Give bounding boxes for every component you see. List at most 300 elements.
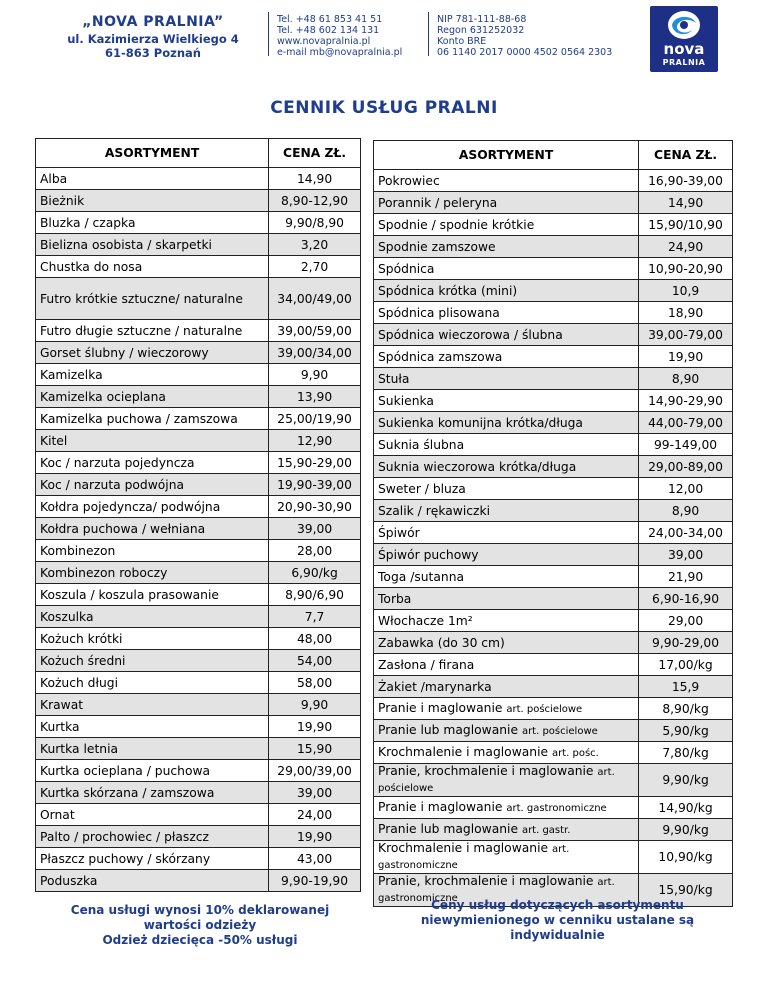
item-name: Sweter / bluza bbox=[378, 481, 466, 496]
table-row bbox=[374, 456, 733, 478]
price-cell: 9,90/kg bbox=[639, 819, 733, 841]
price-cell: 15,90/10,90 bbox=[639, 214, 733, 236]
item-cell bbox=[36, 804, 269, 826]
table-row bbox=[374, 654, 733, 676]
item-cell bbox=[36, 562, 269, 584]
table-row bbox=[36, 562, 361, 584]
price-cell: 8,90/kg bbox=[639, 698, 733, 720]
table-row bbox=[36, 320, 361, 342]
item-cell bbox=[36, 278, 269, 320]
item-name: Kożuch długi bbox=[40, 675, 119, 690]
contact-phone-2: Tel. +48 602 134 131 bbox=[277, 25, 380, 36]
item-name: Spódnica bbox=[378, 261, 435, 276]
item-name: Alba bbox=[40, 171, 68, 186]
table-row bbox=[36, 628, 361, 650]
table-row bbox=[36, 606, 361, 628]
item-cell bbox=[374, 742, 639, 764]
table-row bbox=[36, 168, 361, 190]
item-name: Toga /sutanna bbox=[378, 569, 465, 584]
price-table-left bbox=[35, 138, 361, 892]
table-row bbox=[374, 797, 733, 819]
item-cell bbox=[374, 324, 639, 346]
item-cell bbox=[374, 478, 639, 500]
item-cell bbox=[36, 212, 269, 234]
table-row bbox=[36, 212, 361, 234]
table-row bbox=[36, 804, 361, 826]
item-name: Gorset ślubny / wieczorowy bbox=[40, 345, 209, 360]
item-cell bbox=[36, 474, 269, 496]
table-row bbox=[374, 390, 733, 412]
item-name: Płaszcz puchowy / skórzany bbox=[40, 851, 211, 866]
note-line: niewymienionego w cenniku ustalane są bbox=[420, 913, 695, 927]
price-cell: 15,90 bbox=[269, 738, 361, 760]
table-row bbox=[374, 632, 733, 654]
item-cell bbox=[36, 540, 269, 562]
table-row bbox=[36, 848, 361, 870]
price-cell: 9,90 bbox=[269, 694, 361, 716]
table-row bbox=[374, 324, 733, 346]
table-row bbox=[36, 760, 361, 782]
price-cell: 19,90 bbox=[269, 716, 361, 738]
item-cell bbox=[36, 518, 269, 540]
item-note: art. gastronomiczne bbox=[378, 844, 570, 871]
item-cell bbox=[36, 606, 269, 628]
price-cell: 15,90/kg bbox=[639, 874, 733, 907]
bank-regon: Regon 631252032 bbox=[437, 25, 525, 36]
item-name: Żakiet /marynarka bbox=[378, 679, 492, 694]
table-row bbox=[36, 278, 361, 320]
table-row bbox=[374, 522, 733, 544]
table-row bbox=[374, 588, 733, 610]
table-body bbox=[36, 168, 361, 892]
price-cell: 9,90/8,90 bbox=[269, 212, 361, 234]
table-row bbox=[374, 368, 733, 390]
logo-text-pralnia: PRALNIA bbox=[662, 58, 706, 67]
price-cell: 8,90 bbox=[639, 368, 733, 390]
item-cell bbox=[36, 320, 269, 342]
item-name: Kurtka skórzana / zamszowa bbox=[40, 785, 215, 800]
item-cell bbox=[36, 848, 269, 870]
price-cell: 10,90/kg bbox=[639, 841, 733, 874]
item-cell bbox=[374, 698, 639, 720]
item-cell bbox=[374, 456, 639, 478]
price-cell: 5,90/kg bbox=[639, 720, 733, 742]
table-row bbox=[36, 364, 361, 386]
item-note: art. pościelowe bbox=[506, 703, 583, 715]
item-name: Kożuch średni bbox=[40, 653, 126, 668]
item-name: Ornat bbox=[40, 807, 75, 822]
item-cell bbox=[374, 412, 639, 434]
price-cell: 21,90 bbox=[639, 566, 733, 588]
item-name: Kamizelka ocieplana bbox=[40, 389, 166, 404]
item-cell bbox=[36, 672, 269, 694]
table-row bbox=[36, 518, 361, 540]
price-cell: 58,00 bbox=[269, 672, 361, 694]
column-header-price: CENA ZŁ. bbox=[639, 141, 733, 170]
price-cell: 14,90/kg bbox=[639, 797, 733, 819]
header-divider bbox=[268, 12, 269, 56]
item-cell bbox=[374, 654, 639, 676]
price-cell: 14,90 bbox=[269, 168, 361, 190]
item-cell bbox=[374, 280, 639, 302]
price-cell: 17,00/kg bbox=[639, 654, 733, 676]
price-cell: 99-149,00 bbox=[639, 434, 733, 456]
item-name: Bluzka / czapka bbox=[40, 215, 136, 230]
table-header-row bbox=[36, 139, 361, 168]
price-cell: 13,90 bbox=[269, 386, 361, 408]
item-name: Kitel bbox=[40, 433, 68, 448]
price-cell: 24,00-34,00 bbox=[639, 522, 733, 544]
price-cell: 28,00 bbox=[269, 540, 361, 562]
logo-text-nova: nova bbox=[663, 40, 705, 58]
item-name: Palto / prochowiec / płaszcz bbox=[40, 829, 209, 844]
item-name: Krochmalenie i maglowanie bbox=[378, 841, 552, 855]
table-row bbox=[374, 302, 733, 324]
bank-nip: NIP 781-111-88-68 bbox=[437, 14, 527, 25]
item-name: Kołdra puchowa / wełniana bbox=[40, 521, 206, 536]
price-cell: 15,9 bbox=[639, 676, 733, 698]
column-header-price: CENA ZŁ. bbox=[269, 139, 361, 168]
item-name: Kombinezon roboczy bbox=[40, 565, 168, 580]
table-row bbox=[36, 190, 361, 212]
price-cell: 16,90-39,00 bbox=[639, 170, 733, 192]
item-name: Kamizelka bbox=[40, 367, 103, 382]
table-row bbox=[36, 716, 361, 738]
item-cell bbox=[36, 738, 269, 760]
nova-pralnia-logo bbox=[650, 6, 718, 72]
item-cell bbox=[374, 764, 639, 797]
price-cell: 19,90-39,00 bbox=[269, 474, 361, 496]
note-line: wartości odzieży bbox=[143, 918, 257, 932]
company-block bbox=[48, 14, 258, 60]
item-note: art. gastronomiczne bbox=[378, 877, 615, 904]
item-cell bbox=[36, 190, 269, 212]
table-row bbox=[374, 841, 733, 874]
item-cell bbox=[374, 302, 639, 324]
item-name: Pranie, krochmalenie i maglowanie bbox=[378, 764, 598, 778]
note-right bbox=[380, 898, 735, 943]
price-cell: 44,00-79,00 bbox=[639, 412, 733, 434]
note-line: Cena usługi wynosi 10% deklarowanej bbox=[70, 903, 330, 917]
item-name: Pranie i maglowanie bbox=[378, 700, 507, 715]
price-cell: 34,00/49,00 bbox=[269, 278, 361, 320]
item-name: Koc / narzuta podwójna bbox=[40, 477, 185, 492]
price-cell: 12,00 bbox=[639, 478, 733, 500]
price-cell: 39,00 bbox=[639, 544, 733, 566]
table-row bbox=[374, 610, 733, 632]
price-cell: 19,90 bbox=[639, 346, 733, 368]
item-cell bbox=[36, 826, 269, 848]
item-name: Futro krótkie sztuczne/ naturalne bbox=[40, 291, 243, 306]
table-row bbox=[374, 698, 733, 720]
company-name: „NOVA PRALNIA” bbox=[82, 14, 224, 30]
table-row bbox=[374, 192, 733, 214]
item-name: Suknia wieczorowa krótka/długa bbox=[378, 459, 577, 474]
price-cell: 12,90 bbox=[269, 430, 361, 452]
item-name: Zasłona / firana bbox=[378, 657, 475, 672]
item-name: Bielizna osobista / skarpetki bbox=[40, 237, 212, 252]
item-cell bbox=[36, 452, 269, 474]
item-cell bbox=[36, 234, 269, 256]
item-name: Stuła bbox=[378, 371, 410, 386]
item-cell bbox=[374, 841, 639, 874]
table-row bbox=[36, 386, 361, 408]
item-cell bbox=[36, 716, 269, 738]
page-title: CENNIK USŁUG PRALNI bbox=[270, 98, 498, 118]
item-name: Pranie lub maglowanie bbox=[378, 821, 522, 836]
note-left bbox=[40, 903, 360, 948]
item-name: Kombinezon bbox=[40, 543, 116, 558]
price-table-right bbox=[373, 140, 733, 907]
item-name: Kurtka letnia bbox=[40, 741, 119, 756]
contact-block bbox=[277, 14, 402, 58]
item-name: Spódnica krótka (mini) bbox=[378, 283, 518, 298]
item-name: Spodnie zamszowe bbox=[378, 239, 496, 254]
price-cell: 8,90/6,90 bbox=[269, 584, 361, 606]
item-name: Kurtka bbox=[40, 719, 80, 734]
table-row bbox=[36, 234, 361, 256]
price-cell: 29,00-89,00 bbox=[639, 456, 733, 478]
table-row bbox=[374, 346, 733, 368]
item-name: Spódnica plisowana bbox=[378, 305, 500, 320]
item-cell bbox=[374, 434, 639, 456]
item-name: Kurtka ocieplana / puchowa bbox=[40, 763, 211, 778]
item-cell bbox=[36, 430, 269, 452]
table-row bbox=[36, 496, 361, 518]
price-cell: 14,90-29,90 bbox=[639, 390, 733, 412]
item-name: Kożuch krótki bbox=[40, 631, 123, 646]
item-name: Spodnie / spodnie krótkie bbox=[378, 217, 535, 232]
header-divider bbox=[428, 12, 429, 56]
item-cell bbox=[374, 588, 639, 610]
item-cell bbox=[374, 258, 639, 280]
price-cell: 19,90 bbox=[269, 826, 361, 848]
table-row bbox=[374, 742, 733, 764]
item-name: Śpiwór puchowy bbox=[378, 547, 479, 562]
table-row bbox=[374, 566, 733, 588]
item-name: Pranie lub maglowanie bbox=[378, 722, 522, 737]
item-name: Pokrowiec bbox=[378, 173, 440, 188]
price-cell: 3,20 bbox=[269, 234, 361, 256]
table-row bbox=[36, 782, 361, 804]
table-row bbox=[36, 694, 361, 716]
item-name: Spódnica wieczorowa / ślubna bbox=[378, 327, 563, 342]
item-name: Porannik / peleryna bbox=[378, 195, 498, 210]
table-row bbox=[36, 584, 361, 606]
item-cell bbox=[374, 720, 639, 742]
price-cell: 10,9 bbox=[639, 280, 733, 302]
item-cell bbox=[36, 782, 269, 804]
price-cell: 39,00 bbox=[269, 518, 361, 540]
item-name: Pranie, krochmalenie i maglowanie bbox=[378, 874, 598, 888]
item-name: Sukienka bbox=[378, 393, 434, 408]
price-cell: 6,90-16,90 bbox=[639, 588, 733, 610]
table-row bbox=[374, 478, 733, 500]
table-row bbox=[374, 170, 733, 192]
price-cell: 24,00 bbox=[269, 804, 361, 826]
contact-phone-1: Tel. +48 61 853 41 51 bbox=[277, 14, 383, 25]
price-cell: 14,90 bbox=[639, 192, 733, 214]
item-name: Sukienka komunijna krótka/długa bbox=[378, 415, 583, 430]
price-cell: 8,90 bbox=[639, 500, 733, 522]
price-cell: 43,00 bbox=[269, 848, 361, 870]
price-cell: 29,00 bbox=[639, 610, 733, 632]
item-cell bbox=[36, 650, 269, 672]
item-cell bbox=[374, 192, 639, 214]
price-cell: 10,90-20,90 bbox=[639, 258, 733, 280]
table-row bbox=[374, 236, 733, 258]
item-name: Futro długie sztuczne / naturalne bbox=[40, 323, 243, 338]
table-row bbox=[374, 819, 733, 841]
item-name: Poduszka bbox=[40, 873, 98, 888]
price-cell: 39,00/34,00 bbox=[269, 342, 361, 364]
item-cell bbox=[374, 170, 639, 192]
item-name: Koszula / koszula prasowanie bbox=[40, 587, 219, 602]
price-cell: 29,00/39,00 bbox=[269, 760, 361, 782]
item-name: Kamizelka puchowa / zamszowa bbox=[40, 411, 238, 426]
company-address-line2: 61-863 Poznań bbox=[105, 46, 201, 60]
table-row bbox=[36, 650, 361, 672]
item-cell bbox=[374, 797, 639, 819]
item-cell bbox=[36, 364, 269, 386]
table-row bbox=[374, 500, 733, 522]
note-line: Ceny usług dotyczących asortymentu bbox=[431, 898, 684, 912]
item-cell bbox=[374, 610, 639, 632]
item-cell bbox=[36, 694, 269, 716]
item-cell bbox=[374, 676, 639, 698]
item-name: Suknia ślubna bbox=[378, 437, 465, 452]
price-cell: 39,00/59,00 bbox=[269, 320, 361, 342]
item-name: Pranie i maglowanie bbox=[378, 799, 507, 814]
item-cell bbox=[36, 870, 269, 892]
item-name: Bieżnik bbox=[40, 193, 85, 208]
item-cell bbox=[374, 214, 639, 236]
price-cell: 9,90-29,00 bbox=[639, 632, 733, 654]
item-cell bbox=[36, 256, 269, 278]
item-name: Koszulka bbox=[40, 609, 94, 624]
table-row bbox=[36, 474, 361, 496]
item-name: Zabawka (do 30 cm) bbox=[378, 635, 505, 650]
table-row bbox=[36, 430, 361, 452]
item-name: Krochmalenie i maglowanie bbox=[378, 744, 552, 759]
table-row bbox=[36, 256, 361, 278]
item-note: art. pośc. bbox=[551, 747, 599, 759]
column-header-item: ASORTYMENT bbox=[36, 139, 269, 168]
bank-name: Konto BRE bbox=[437, 36, 487, 47]
contact-website: www.novapralnia.pl bbox=[277, 36, 371, 47]
table-body bbox=[374, 170, 733, 907]
item-cell bbox=[36, 760, 269, 782]
price-cell: 7,80/kg bbox=[639, 742, 733, 764]
item-cell bbox=[36, 386, 269, 408]
price-cell: 9,90-19,90 bbox=[269, 870, 361, 892]
price-cell: 9,90 bbox=[269, 364, 361, 386]
table-row bbox=[36, 738, 361, 760]
price-cell: 54,00 bbox=[269, 650, 361, 672]
item-name: Śpiwór bbox=[378, 525, 420, 540]
price-cell: 24,90 bbox=[639, 236, 733, 258]
item-cell bbox=[374, 390, 639, 412]
item-cell bbox=[374, 346, 639, 368]
item-cell bbox=[374, 819, 639, 841]
item-cell bbox=[36, 628, 269, 650]
item-cell bbox=[36, 584, 269, 606]
item-name: Koc / narzuta pojedyncza bbox=[40, 455, 195, 470]
price-cell: 39,00 bbox=[269, 782, 361, 804]
item-note: art. gastronomiczne bbox=[506, 802, 607, 814]
note-line: Odzież dziecięca -50% usługi bbox=[102, 933, 298, 947]
item-name: Torba bbox=[378, 591, 412, 606]
price-cell: 2,70 bbox=[269, 256, 361, 278]
company-address-line1: ul. Kazimierza Wielkiego 4 bbox=[67, 32, 239, 46]
table-row bbox=[36, 870, 361, 892]
price-cell: 15,90-29,00 bbox=[269, 452, 361, 474]
table-row bbox=[36, 342, 361, 364]
bank-account: 06 1140 2017 0000 4502 0564 2303 bbox=[437, 47, 613, 58]
table-row bbox=[36, 452, 361, 474]
table-row bbox=[374, 764, 733, 797]
table-row bbox=[36, 540, 361, 562]
bank-block bbox=[437, 14, 612, 58]
item-name: Szalik / rękawiczki bbox=[378, 503, 490, 518]
item-note: art. gastr. bbox=[521, 824, 571, 836]
price-cell: 25,00/19,90 bbox=[269, 408, 361, 430]
item-cell bbox=[374, 544, 639, 566]
item-name: Kołdra pojedyncza/ podwójna bbox=[40, 499, 221, 514]
item-note: art. pościelowe bbox=[521, 725, 598, 737]
table-row bbox=[374, 544, 733, 566]
price-cell: 18,90 bbox=[639, 302, 733, 324]
item-name: Chustka do nosa bbox=[40, 259, 143, 274]
table-row bbox=[36, 408, 361, 430]
table-header-row bbox=[374, 141, 733, 170]
item-cell bbox=[36, 168, 269, 190]
table-row bbox=[374, 280, 733, 302]
price-cell: 7,7 bbox=[269, 606, 361, 628]
table-row bbox=[374, 412, 733, 434]
item-name: Krawat bbox=[40, 697, 84, 712]
table-row bbox=[374, 434, 733, 456]
price-cell: 6,90/kg bbox=[269, 562, 361, 584]
price-cell: 20,90-30,90 bbox=[269, 496, 361, 518]
price-cell: 39,00-79,00 bbox=[639, 324, 733, 346]
price-cell: 48,00 bbox=[269, 628, 361, 650]
item-cell bbox=[36, 408, 269, 430]
table-row bbox=[374, 676, 733, 698]
table-row bbox=[36, 826, 361, 848]
column-header-item: ASORTYMENT bbox=[374, 141, 639, 170]
item-cell bbox=[36, 342, 269, 364]
price-cell: 9,90/kg bbox=[639, 764, 733, 797]
item-cell bbox=[374, 522, 639, 544]
table-row bbox=[374, 214, 733, 236]
item-name: Włochacze 1m² bbox=[378, 613, 473, 628]
table-row bbox=[36, 672, 361, 694]
item-cell bbox=[36, 496, 269, 518]
contact-email: e-mail mb@novapralnia.pl bbox=[277, 47, 403, 58]
item-name: Spódnica zamszowa bbox=[378, 349, 503, 364]
item-note: art. pościelowe bbox=[378, 767, 615, 794]
item-cell bbox=[374, 566, 639, 588]
item-cell bbox=[374, 368, 639, 390]
item-cell bbox=[374, 236, 639, 258]
table-row bbox=[374, 720, 733, 742]
price-cell: 8,90-12,90 bbox=[269, 190, 361, 212]
item-cell bbox=[374, 500, 639, 522]
note-line: indywidualnie bbox=[510, 928, 605, 942]
table-row bbox=[374, 258, 733, 280]
item-cell bbox=[374, 632, 639, 654]
